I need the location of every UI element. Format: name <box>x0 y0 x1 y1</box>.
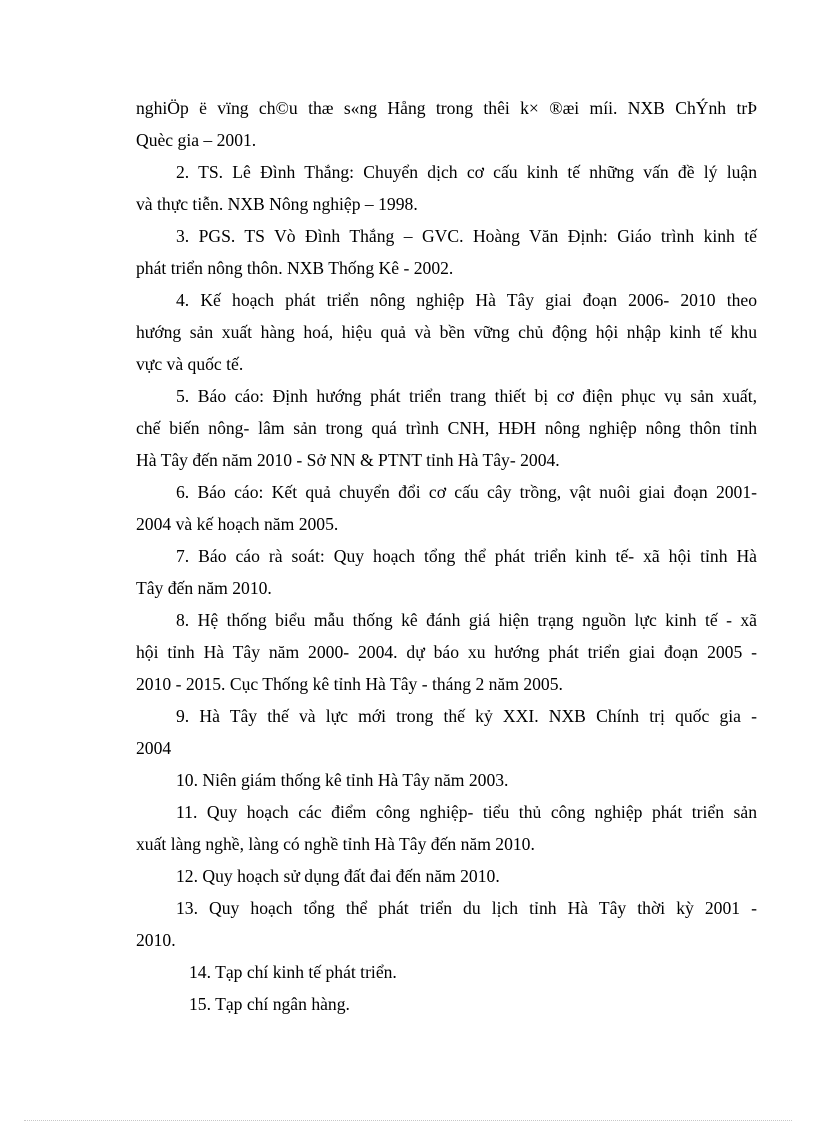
reference-item-14 <box>136 956 757 988</box>
reference-line: hướng sản xuất hàng hoá, hiệu quả và bền vững chủ động hội nhập kinh tế khu <box>136 322 757 342</box>
reference-line: 4. Kế hoạch phát triển nông nghiệp Hà Tây giai đoạn 2006- 2010 theo <box>176 290 757 310</box>
reference-line: Hà Tây đến năm 2010 - Sở NN & PTNT tỉnh Hà Tây- 2004. <box>136 450 560 470</box>
reference-line: 2. TS. Lê Đình Thắng: Chuyển dịch cơ cấu kinh tế những vấn đề lý luận <box>176 162 757 182</box>
reference-line: vực và quốc tế. <box>136 354 244 374</box>
reference-line: 12. Quy hoạch sử dụng đất đai đến năm 2010. <box>176 866 500 886</box>
reference-line: Tây đến năm 2010. <box>136 578 272 598</box>
reference-item-2 <box>136 156 757 220</box>
reference-line: 14. Tạp chí kinh tế phát triển. <box>189 962 397 982</box>
reference-item-7 <box>136 540 757 604</box>
reference-line: nghiÖp ë vïng ch©u thæ s«ng Hång trong thêi k× ®æi míi. NXB ChÝnh trÞ <box>136 98 757 118</box>
reference-item-15 <box>136 988 757 1020</box>
reference-line: 2004 <box>136 738 172 758</box>
reference-line: 15. Tạp chí ngân hàng. <box>189 994 350 1014</box>
reference-line: phát triển nông thôn. NXB Thống Kê - 2002. <box>136 258 454 278</box>
reference-item-8 <box>136 604 757 700</box>
reference-line: xuất làng nghề, làng có nghề tỉnh Hà Tây đến năm 2010. <box>136 834 535 854</box>
reference-line: Quèc gia – 2001. <box>136 130 257 150</box>
reference-item-4 <box>136 284 757 380</box>
reference-line: 13. Quy hoạch tổng thể phát triển du lịch tỉnh Hà Tây thời kỳ 2001 - <box>176 898 757 918</box>
reference-line: 2010 - 2015. Cục Thống kê tỉnh Hà Tây - tháng 2 năm 2005. <box>136 674 563 694</box>
reference-line: 6. Báo cáo: Kết quả chuyển đổi cơ cấu cây trồng, vật nuôi giai đoạn 2001- <box>176 482 757 502</box>
reference-line: 2004 và kế hoạch năm 2005. <box>136 514 339 534</box>
reference-line: 8. Hệ thống biểu mẫu thống kê đánh giá hiện trạng nguồn lực kinh tế - xã <box>176 610 757 630</box>
reference-line: 5. Báo cáo: Định hướng phát triển trang thiết bị cơ điện phục vụ sản xuất, <box>176 386 757 406</box>
reference-list <box>136 92 757 1020</box>
reference-line: 7. Báo cáo rà soát: Quy hoạch tổng thể phát triển kinh tế- xã hội tỉnh Hà <box>176 546 757 566</box>
reference-item-13 <box>136 892 757 956</box>
reference-item-12 <box>136 860 757 892</box>
reference-line: chế biến nông- lâm sản trong quá trình CNH, HĐH nông nghiệp nông thôn tỉnh <box>136 418 757 438</box>
reference-line: 9. Hà Tây thế và lực mới trong thế kỷ XXI. NXB Chính trị quốc gia - <box>176 706 757 726</box>
reference-line: và thực tiễn. NXB Nông nghiệp – 1998. <box>136 194 418 214</box>
page-bottom-divider <box>24 1120 792 1121</box>
reference-line: 2010. <box>136 930 176 950</box>
reference-line: hội tỉnh Hà Tây năm 2000- 2004. dự báo xu hướng phát triển giai đoạn 2005 - <box>136 642 757 662</box>
reference-item-3 <box>136 220 757 284</box>
reference-line: 10. Niên giám thống kê tỉnh Hà Tây năm 2003. <box>176 770 509 790</box>
reference-line: 11. Quy hoạch các điểm công nghiệp- tiểu thủ công nghiệp phát triển sản <box>176 802 757 822</box>
reference-item-10 <box>136 764 757 796</box>
reference-line: 3. PGS. TS Vò Đình Thắng – GVC. Hoàng Văn Định: Giáo trình kinh tế <box>176 226 757 246</box>
reference-item-5 <box>136 380 757 476</box>
reference-item-6 <box>136 476 757 540</box>
reference-item-9 <box>136 700 757 764</box>
reference-item-1 <box>136 92 757 156</box>
reference-item-11 <box>136 796 757 860</box>
